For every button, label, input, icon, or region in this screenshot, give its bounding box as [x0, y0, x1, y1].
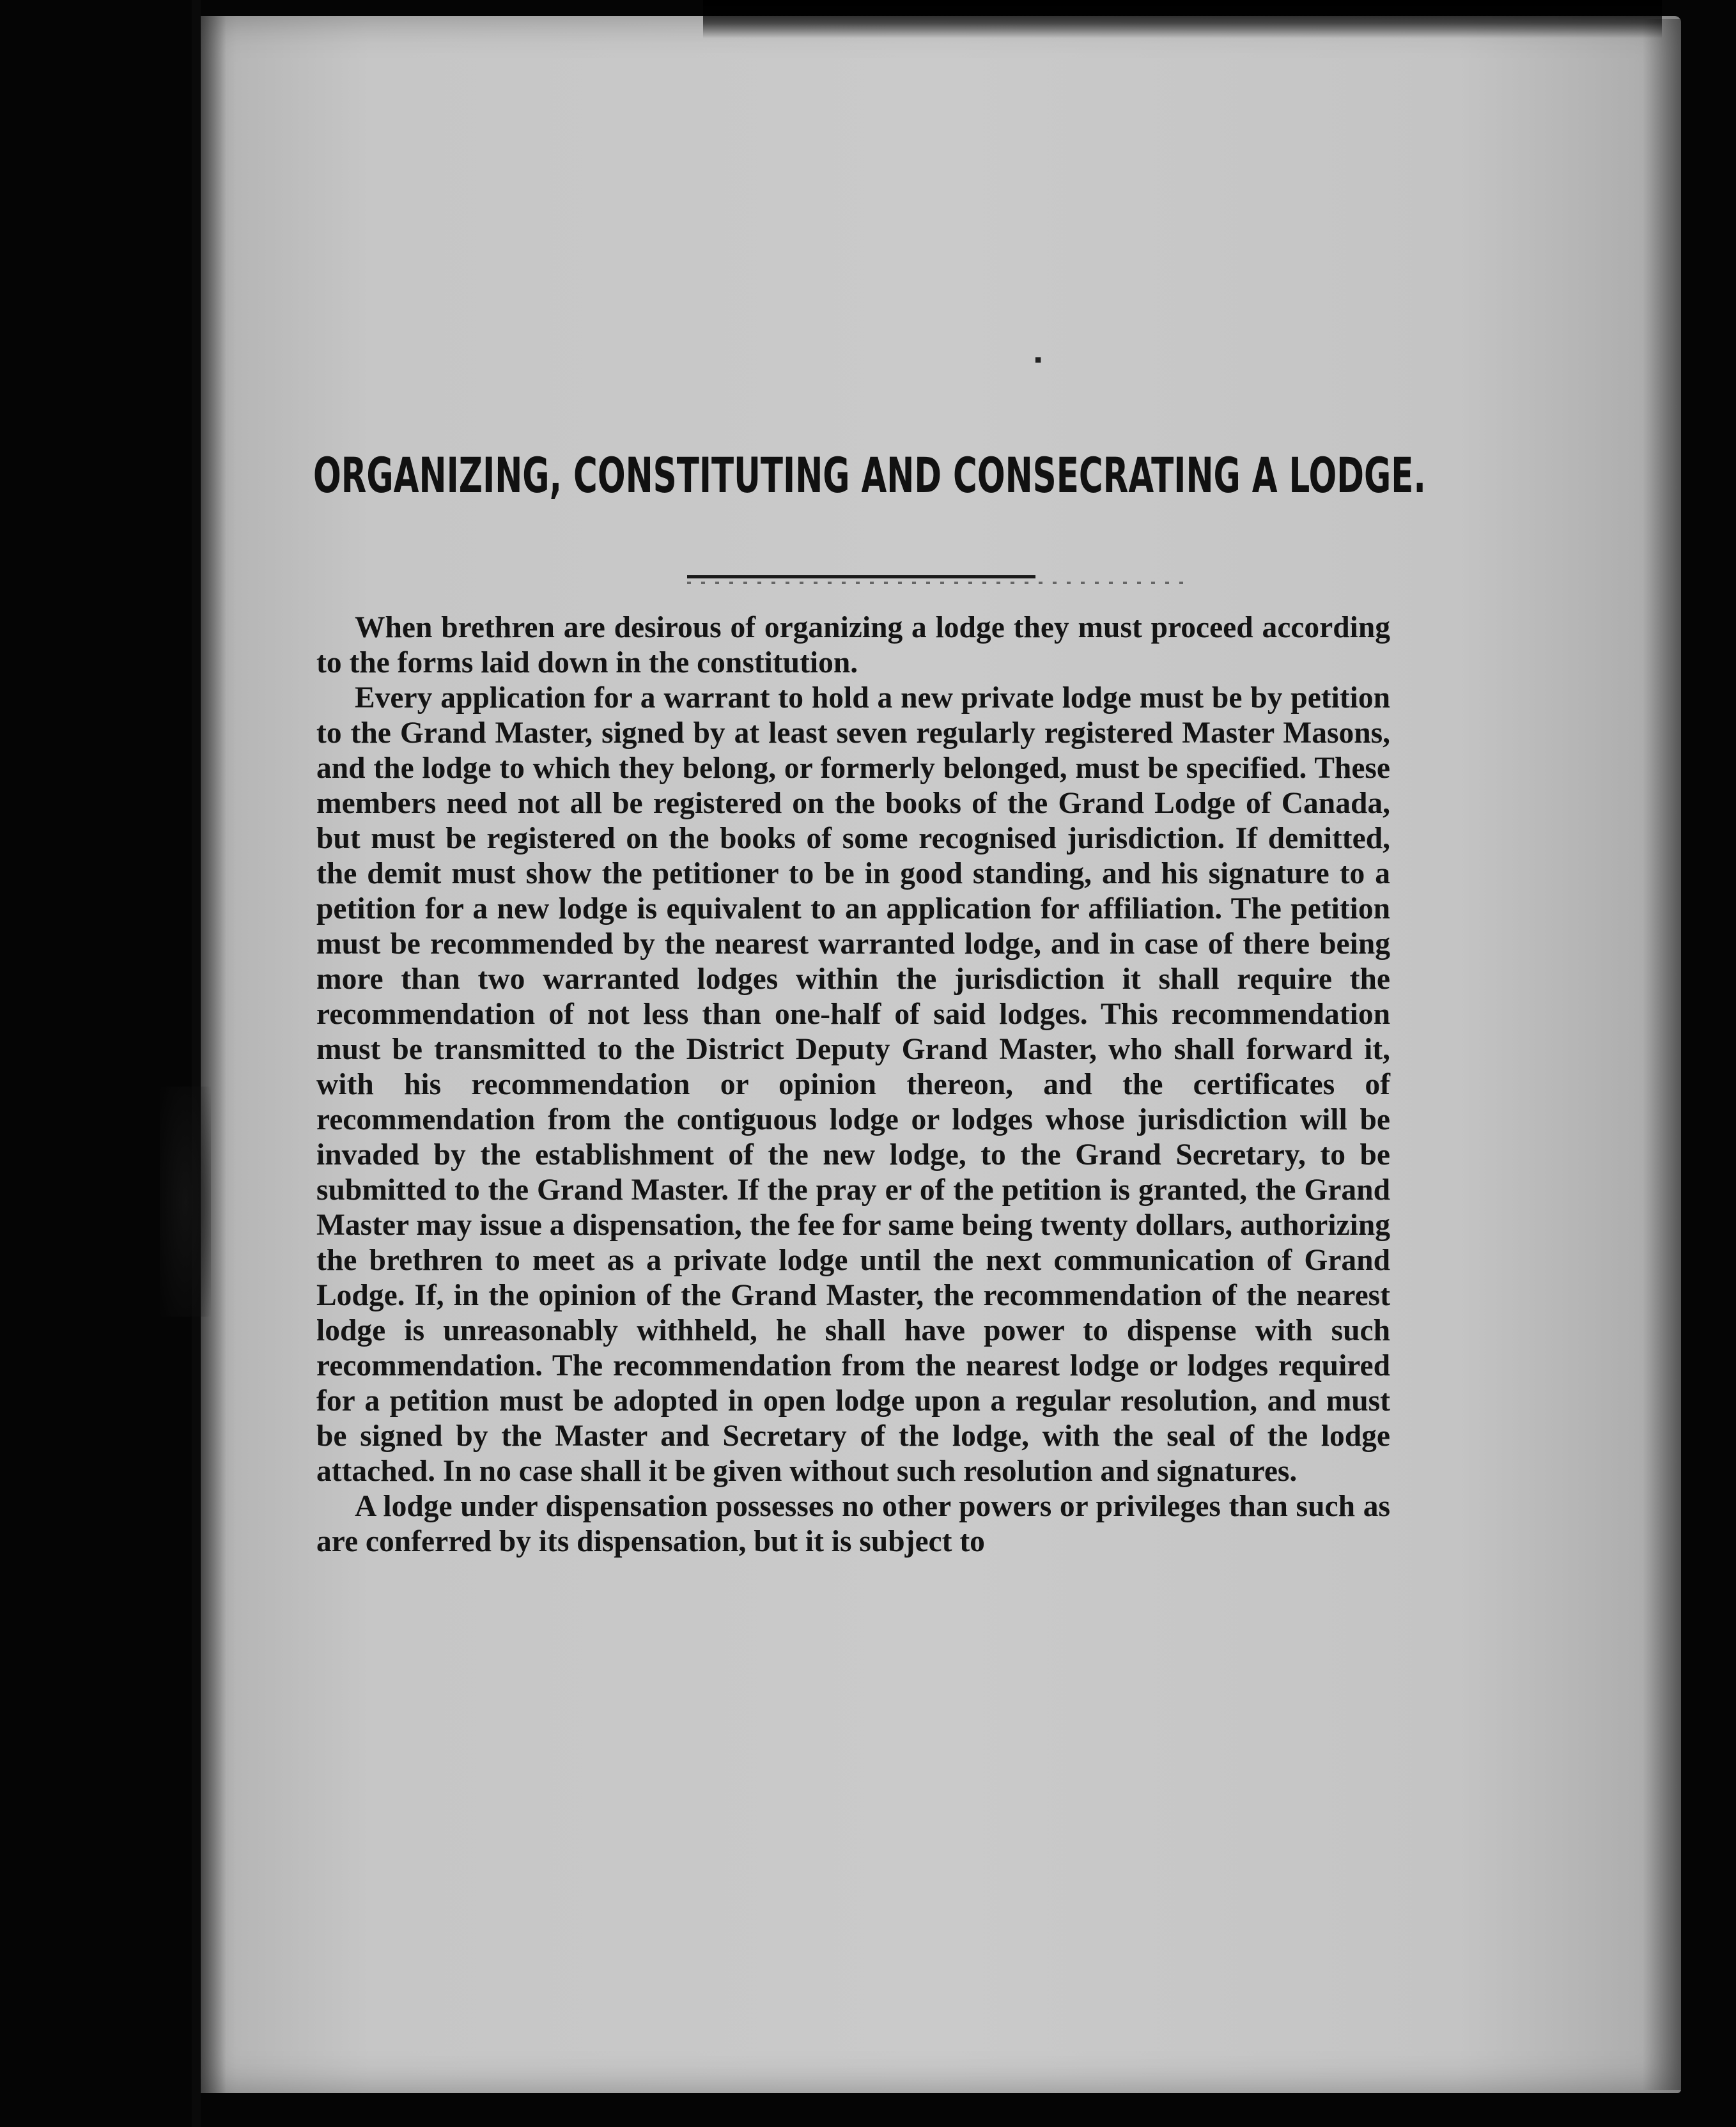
paragraph: Every application for a warrant to hold a new private lodge must be by petition to the Grand Master, signed by at least seven regularly registered Master Masons, and the lodge to which they belong, or formerly belonged, must be specified. These members need not all be registered on the books of the Grand Lodge of Canada, but must be registered on the books of some recognised jurisdiction. If demitted, the demit must show the petitioner to be in good standing, and his signature to a petition for a new lodge is equivalent to an application for affiliation. The petition must be recommended by the nearest warranted lodge, and in case of there being more than two warranted lodges within the jurisdiction it shall require the recommendation of not less than one-half of said lodges. This recommendation must be transmitted to the District Deputy Grand Master, who shall forward it, with his recommendation or opinion thereon, and the certificates of recommendation from the contiguous lodge or lodges whose jurisdiction will be invaded by the establishment of the new lodge, to the Grand Secretary, to be submitted to the Grand Master. If the pray er of the petition is granted, the Grand Master may issue a dispensation, the fee for same being twenty dollars, authorizing the brethren to meet as a private lodge until the next communication of Grand Lodge. If, in the opinion of the Grand Master, the recommendation of the nearest lodge is unreasonably withheld, he shall have power to dispense with such recommendation. The recommendation from the nearest lodge or lodges required for a petition must be adopted in open lodge upon a regular resolution, and must be signed by the Master and Secretary of the lodge, with the seal of the lodge attached. In no case shall it be given without such resolution and signatures. — [316, 681, 1390, 1488]
title-underline-rule — [687, 575, 1035, 578]
paragraph: When brethren are desirous of organizing a lodge they must proceed according to the forms laid down in the constitution. — [316, 611, 1390, 679]
binding-fold-line — [192, 0, 201, 2127]
page-edge-shadow — [1643, 19, 1681, 2090]
body-text — [316, 610, 1390, 1559]
paragraph: A lodge under dispensation possesses no other powers or privileges than such as are conferred by its dispensation, but it is subject to — [316, 1490, 1390, 1558]
paper-stain — [160, 1087, 211, 1317]
page-title: ORGANIZING, CONSTITUTING AND CONSECRATING A LODGE. — [313, 447, 1426, 504]
print-speck: ▪ — [1034, 348, 1042, 372]
binding-shadow — [201, 16, 226, 2093]
scan-edge-dark — [703, 0, 1662, 38]
title-underline-dots — [687, 582, 1186, 584]
